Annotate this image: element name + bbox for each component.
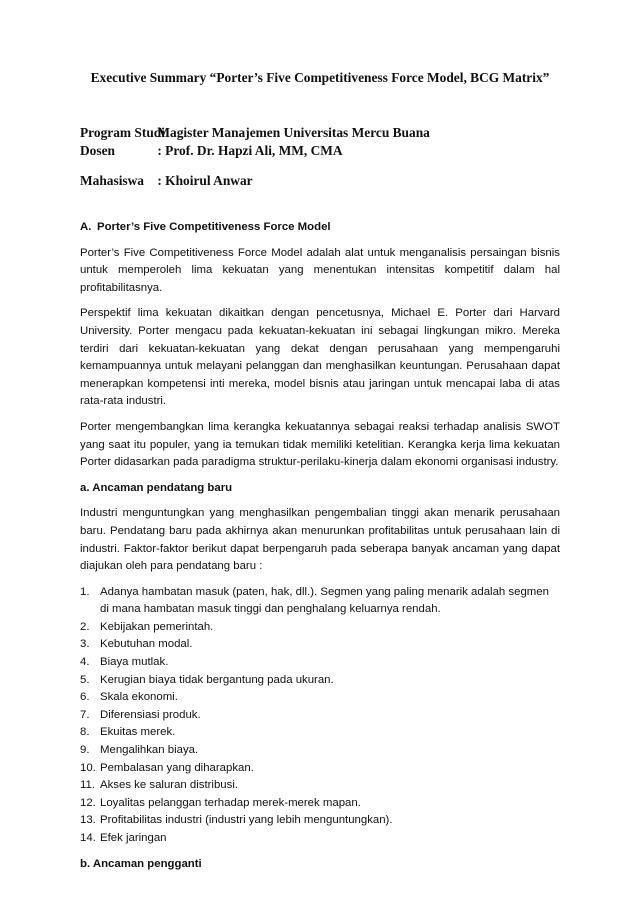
meta-value: Magister Manajemen Universitas Mercu Buana [157, 125, 430, 140]
document-title: Executive Summary “Porter’s Five Competitiveness Force Model, BCG Matrix” [90, 70, 550, 85]
meta-mahasiswa [80, 173, 253, 189]
list-text: Loyalitas pelanggan terhadap merek-merek mapan. [100, 796, 361, 809]
list-text: Efek jaringan [100, 832, 167, 844]
list-number: 2. [80, 620, 90, 633]
list-number: 4. [80, 656, 90, 669]
list-text: Pembalasan yang diharapkan. [100, 761, 254, 774]
list-number: 8. [80, 726, 90, 739]
list-text: Kerugian biaya tidak bergantung pada ukuran. [100, 673, 334, 686]
list-item [80, 654, 560, 672]
list-number: 14. [80, 832, 96, 844]
paragraph: Porter mengembangkan lima kerangka kekuatannya sebagai reaksi terhadap analisis SWOT yang saat itu populer, yang ia temukan tidak memiliki ketelitian. Kerangka kerja lima kekuatan Porter didasarkan pada paradigma struktur-perilaku-kinerja dalam ekonomi organisasi industry. [80, 420, 560, 469]
meta-label: Mahasiswa [80, 173, 144, 188]
paragraph: Perspektif lima kekuatan dikaitkan dengan pencetusnya, Michael E. Porter dari Harvard University. Porter mengacu pada kekuatan-kekuatan ini sebagai lingkungan mikro. Mereka terdiri dari kekuatan-kekuatan yang dekat dengan perusahaan yang mempengaruhi kemampuannya untuk melayani pelanggan dan menghasilkan keuntungan. Perusahaan dapat menerapkan kompetensi inti mereka, model bisnis atau jaringan untuk mencapai laba di atas rata-rata industri. [80, 307, 560, 408]
meta-label: Dosen [80, 143, 115, 158]
paragraph: Porter’s Five Competitiveness Force Model adalah alat untuk menganalisis persaingan bisnis untuk memperoleh lima kekuatan yang menentukan intensitas kompetitif dalam hal profitabilitasnya. [80, 246, 560, 294]
list-text: Profitabilitas industri (industri yang lebih menguntungkan). [100, 814, 393, 827]
list-number: 13. [80, 814, 96, 827]
paragraph: Industri menguntungkan yang menghasilkan pengembalian tinggi akan menarik perusahaan baru. Pendatang baru pada akhirnya akan menurunkan profitabilitas untuk perusahaan lain di industri. Faktor-faktor berikut dapat berpengaruh pada seberapa banyak ancaman yang dapat diajukan oleh para pendatang baru : [80, 507, 560, 573]
list-item [80, 584, 560, 619]
section-number: A. [80, 221, 92, 233]
list-item [80, 619, 560, 637]
meta-value: : Prof. Dr. Hapzi Ali, MM, CMA [157, 143, 343, 158]
list-text: Ekuitas merek. [100, 726, 176, 739]
list-item [80, 777, 560, 795]
meta-program-studi [80, 125, 430, 141]
list-item [80, 724, 560, 742]
list-number: 12. [80, 796, 96, 809]
list-item [80, 707, 560, 725]
list-number: 7. [80, 708, 90, 721]
list-item [80, 812, 560, 830]
subsection-a-heading: a. Ancaman pendatang baru [80, 481, 233, 494]
numbered-list [80, 584, 560, 848]
list-item [80, 636, 560, 654]
list-number: 11. [80, 779, 95, 792]
list-item [80, 672, 560, 690]
section-title: Porter’s Five Competitiveness Force Model [97, 221, 331, 233]
list-number: 1. [80, 585, 90, 598]
section-a-heading [80, 219, 560, 237]
list-item [80, 689, 560, 707]
meta-value: : Khoirul Anwar [157, 173, 253, 188]
list-item [80, 760, 560, 778]
list-number: 10. [80, 761, 96, 774]
list-text: Kebijakan pemerintah. [100, 620, 214, 633]
subsection-b-heading: b. Ancaman pengganti [80, 857, 202, 870]
list-text: Mengalihkan biaya. [100, 744, 199, 757]
list-number: 3. [80, 638, 90, 651]
list-number: 9. [80, 744, 90, 757]
meta-dosen [80, 143, 343, 159]
document-body [80, 219, 560, 881]
list-number: 6. [80, 691, 90, 704]
list-item [80, 795, 560, 813]
list-text: Skala ekonomi. [100, 691, 178, 704]
list-item [80, 742, 560, 760]
list-number: 5. [80, 673, 90, 686]
list-item [80, 830, 560, 848]
list-text: Adanya hambatan masuk (paten, hak, dll.). Segmen yang paling menarik adalah segmen di mana hambatan masuk tinggi dan penghalang keluarnya rendah. [100, 585, 549, 616]
list-text: Diferensiasi produk. [100, 708, 201, 721]
meta-label: Program Studi [80, 125, 165, 140]
list-text: Biaya mutlak. [100, 656, 169, 669]
list-text: Kebutuhan modal. [100, 638, 193, 651]
list-text: Akses ke saluran distribusi. [100, 779, 239, 792]
